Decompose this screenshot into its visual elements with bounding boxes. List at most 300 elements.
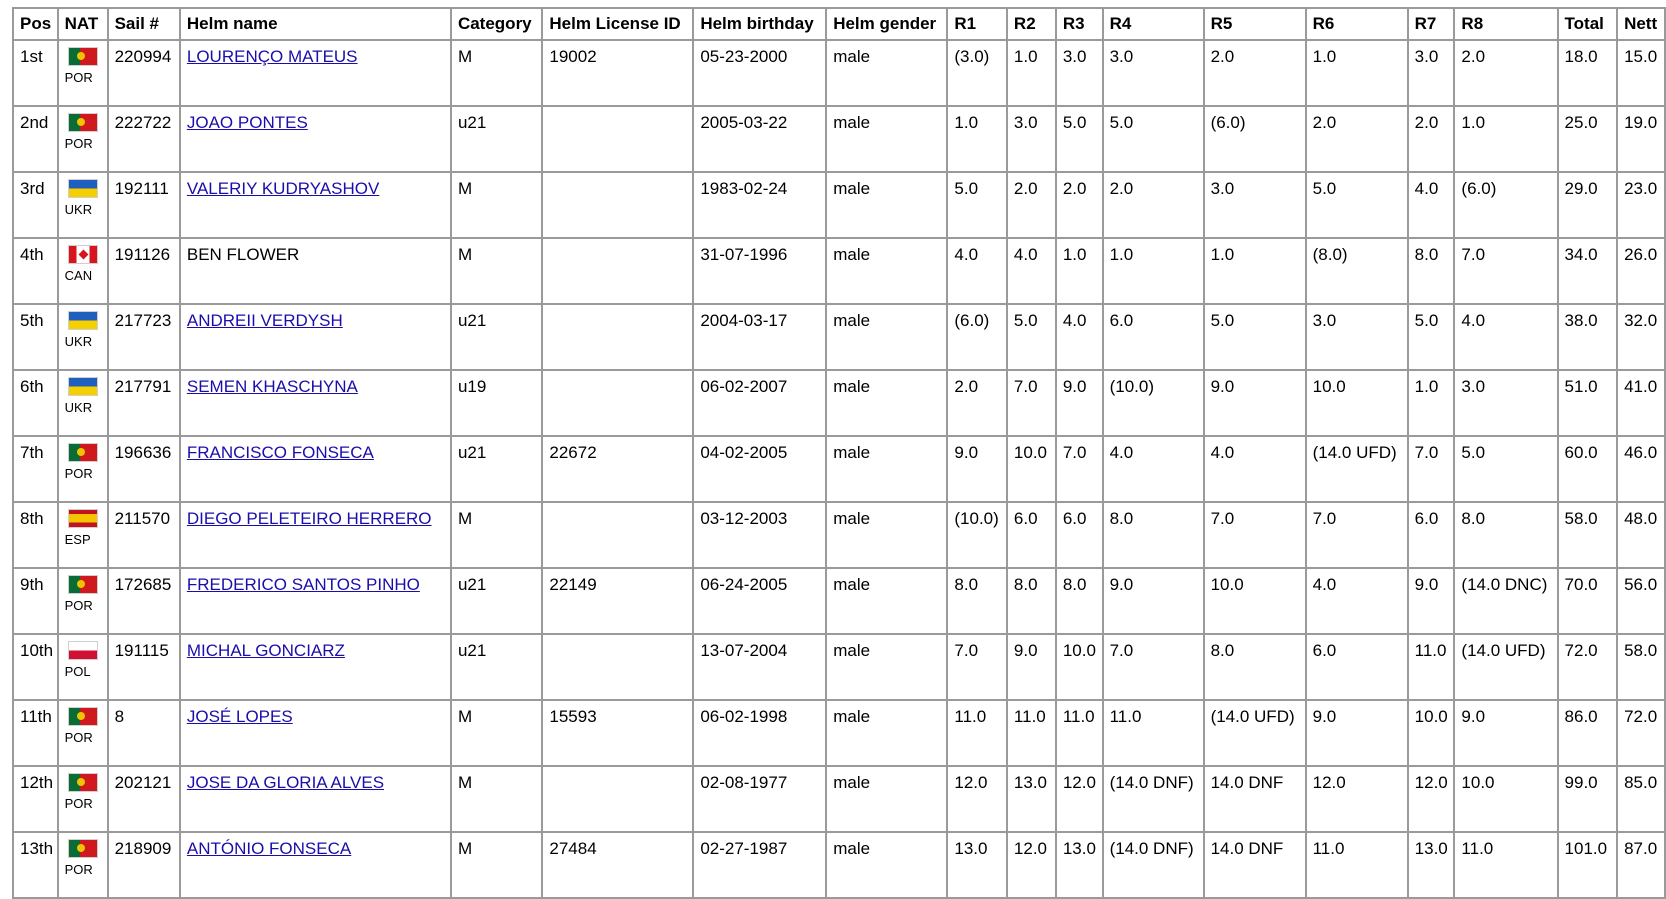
pos-cell: 5th bbox=[13, 304, 58, 370]
race-8-cell: 5.0 bbox=[1454, 436, 1557, 502]
sail-number-cell: 220994 bbox=[108, 40, 180, 106]
column-header: Total bbox=[1558, 8, 1618, 40]
race-2-cell: 11.0 bbox=[1007, 700, 1056, 766]
nett-cell: 46.0 bbox=[1617, 436, 1665, 502]
license-id-cell bbox=[542, 304, 693, 370]
column-header: Category bbox=[451, 8, 542, 40]
helm-name-cell bbox=[180, 766, 451, 832]
birthday-cell: 06-02-1998 bbox=[693, 700, 826, 766]
nat-cell bbox=[58, 568, 108, 634]
category-cell: M bbox=[451, 172, 542, 238]
race-5-cell: 8.0 bbox=[1204, 634, 1306, 700]
nat-cell bbox=[58, 172, 108, 238]
nat-cell bbox=[58, 106, 108, 172]
gender-cell: male bbox=[826, 832, 947, 898]
nett-cell: 72.0 bbox=[1617, 700, 1665, 766]
nett-cell: 41.0 bbox=[1617, 370, 1665, 436]
race-1-cell: 7.0 bbox=[947, 634, 1007, 700]
race-2-cell: 6.0 bbox=[1007, 502, 1056, 568]
birthday-cell: 05-23-2000 bbox=[693, 40, 826, 106]
race-8-cell: 4.0 bbox=[1454, 304, 1557, 370]
birthday-cell: 31-07-1996 bbox=[693, 238, 826, 304]
sail-number-cell: 8 bbox=[108, 700, 180, 766]
helm-name-cell bbox=[180, 370, 451, 436]
sail-number-cell: 202121 bbox=[108, 766, 180, 832]
flag-por-icon bbox=[68, 47, 98, 66]
race-3-cell: 1.0 bbox=[1056, 238, 1103, 304]
table-row bbox=[13, 238, 1665, 304]
license-id-cell: 22672 bbox=[542, 436, 693, 502]
birthday-cell: 1983-02-24 bbox=[693, 172, 826, 238]
race-8-cell: (14.0 UFD) bbox=[1454, 634, 1557, 700]
race-4-cell: 3.0 bbox=[1103, 40, 1204, 106]
race-5-cell: 14.0 DNF bbox=[1204, 766, 1306, 832]
category-cell: u19 bbox=[451, 370, 542, 436]
race-7-cell: 5.0 bbox=[1408, 304, 1455, 370]
results-table bbox=[12, 7, 1666, 899]
race-7-cell: 9.0 bbox=[1408, 568, 1455, 634]
total-cell: 34.0 bbox=[1558, 238, 1618, 304]
category-cell: M bbox=[451, 238, 542, 304]
category-cell: u21 bbox=[451, 568, 542, 634]
nett-cell: 87.0 bbox=[1617, 832, 1665, 898]
race-5-cell: 3.0 bbox=[1204, 172, 1306, 238]
gender-cell: male bbox=[826, 106, 947, 172]
birthday-cell: 06-24-2005 bbox=[693, 568, 826, 634]
race-8-cell: 10.0 bbox=[1454, 766, 1557, 832]
nat-cell bbox=[58, 304, 108, 370]
helm-name-cell bbox=[180, 502, 451, 568]
flag-por-icon bbox=[68, 575, 98, 594]
race-1-cell: 13.0 bbox=[947, 832, 1007, 898]
flag-por-icon bbox=[68, 707, 98, 726]
sail-number-cell: 211570 bbox=[108, 502, 180, 568]
category-cell: u21 bbox=[451, 634, 542, 700]
sail-number-cell: 196636 bbox=[108, 436, 180, 502]
gender-cell: male bbox=[826, 238, 947, 304]
column-header: R1 bbox=[947, 8, 1007, 40]
column-header: Helm birthday bbox=[693, 8, 826, 40]
helm-name-cell bbox=[180, 832, 451, 898]
race-4-cell: 1.0 bbox=[1103, 238, 1204, 304]
race-5-cell: (6.0) bbox=[1204, 106, 1306, 172]
gender-cell: male bbox=[826, 568, 947, 634]
license-id-cell: 27484 bbox=[542, 832, 693, 898]
license-id-cell bbox=[542, 106, 693, 172]
pos-cell: 1st bbox=[13, 40, 58, 106]
pos-cell: 4th bbox=[13, 238, 58, 304]
nat-cell bbox=[58, 238, 108, 304]
race-6-cell: 12.0 bbox=[1306, 766, 1408, 832]
birthday-cell: 2005-03-22 bbox=[693, 106, 826, 172]
nat-code: POR bbox=[64, 136, 93, 151]
race-6-cell: 6.0 bbox=[1306, 634, 1408, 700]
race-6-cell: 4.0 bbox=[1306, 568, 1408, 634]
license-id-cell: 22149 bbox=[542, 568, 693, 634]
nat-cell bbox=[58, 700, 108, 766]
total-cell: 25.0 bbox=[1558, 106, 1618, 172]
nett-cell: 23.0 bbox=[1617, 172, 1665, 238]
flag-esp-icon bbox=[68, 509, 98, 528]
helm-name-cell bbox=[180, 172, 451, 238]
race-2-cell: 7.0 bbox=[1007, 370, 1056, 436]
race-5-cell: 2.0 bbox=[1204, 40, 1306, 106]
race-7-cell: 7.0 bbox=[1408, 436, 1455, 502]
flag-por-icon bbox=[68, 113, 98, 132]
race-2-cell: 5.0 bbox=[1007, 304, 1056, 370]
gender-cell: male bbox=[826, 40, 947, 106]
pos-cell: 8th bbox=[13, 502, 58, 568]
header-row bbox=[13, 8, 1665, 40]
helm-name-cell: BEN FLOWER bbox=[180, 238, 451, 304]
column-header: R6 bbox=[1306, 8, 1408, 40]
total-cell: 101.0 bbox=[1558, 832, 1618, 898]
table-row bbox=[13, 568, 1665, 634]
race-2-cell: 13.0 bbox=[1007, 766, 1056, 832]
race-7-cell: 3.0 bbox=[1408, 40, 1455, 106]
flag-por-icon bbox=[68, 839, 98, 858]
nat-cell bbox=[58, 766, 108, 832]
category-cell: M bbox=[451, 766, 542, 832]
flag-ukr-icon bbox=[68, 311, 98, 330]
race-4-cell: (14.0 DNF) bbox=[1103, 832, 1204, 898]
race-3-cell: 6.0 bbox=[1056, 502, 1103, 568]
total-cell: 29.0 bbox=[1558, 172, 1618, 238]
race-8-cell: 7.0 bbox=[1454, 238, 1557, 304]
gender-cell: male bbox=[826, 502, 947, 568]
nett-cell: 32.0 bbox=[1617, 304, 1665, 370]
category-cell: u21 bbox=[451, 436, 542, 502]
nat-code: UKR bbox=[64, 400, 93, 415]
nat-code: UKR bbox=[64, 202, 93, 217]
flag-ukr-icon bbox=[68, 179, 98, 198]
total-cell: 58.0 bbox=[1558, 502, 1618, 568]
license-id-cell: 19002 bbox=[542, 40, 693, 106]
gender-cell: male bbox=[826, 634, 947, 700]
birthday-cell: 02-27-1987 bbox=[693, 832, 826, 898]
race-1-cell: 11.0 bbox=[947, 700, 1007, 766]
table-row bbox=[13, 40, 1665, 106]
race-7-cell: 8.0 bbox=[1408, 238, 1455, 304]
race-3-cell: 9.0 bbox=[1056, 370, 1103, 436]
helm-name-link[interactable]: JOSÉ LOPES bbox=[186, 707, 293, 726]
column-header: R5 bbox=[1204, 8, 1306, 40]
race-6-cell: (8.0) bbox=[1306, 238, 1408, 304]
race-8-cell: 1.0 bbox=[1454, 106, 1557, 172]
race-5-cell: (14.0 UFD) bbox=[1204, 700, 1306, 766]
race-3-cell: 4.0 bbox=[1056, 304, 1103, 370]
helm-name-cell bbox=[180, 634, 451, 700]
table-row bbox=[13, 832, 1665, 898]
nat-cell bbox=[58, 370, 108, 436]
helm-name-link[interactable]: MICHAL GONCIARZ bbox=[186, 641, 345, 660]
pos-cell: 3rd bbox=[13, 172, 58, 238]
race-6-cell: 11.0 bbox=[1306, 832, 1408, 898]
pos-cell: 7th bbox=[13, 436, 58, 502]
nat-code: UKR bbox=[64, 334, 93, 349]
nett-cell: 48.0 bbox=[1617, 502, 1665, 568]
column-header: R8 bbox=[1454, 8, 1557, 40]
flag-por-icon bbox=[68, 443, 98, 462]
flag-ukr-icon bbox=[68, 377, 98, 396]
column-header: Helm gender bbox=[826, 8, 947, 40]
total-cell: 86.0 bbox=[1558, 700, 1618, 766]
race-4-cell: 2.0 bbox=[1103, 172, 1204, 238]
race-4-cell: 5.0 bbox=[1103, 106, 1204, 172]
helm-name-link[interactable]: FRANCISCO FONSECA bbox=[186, 443, 374, 462]
race-4-cell: 11.0 bbox=[1103, 700, 1204, 766]
table-row bbox=[13, 700, 1665, 766]
nett-cell: 85.0 bbox=[1617, 766, 1665, 832]
helm-name-link[interactable]: ANDREII VERDYSH bbox=[186, 311, 343, 330]
race-8-cell: 2.0 bbox=[1454, 40, 1557, 106]
race-1-cell: 2.0 bbox=[947, 370, 1007, 436]
helm-name-link[interactable]: ANTÓNIO FONSECA bbox=[186, 839, 352, 858]
race-3-cell: 13.0 bbox=[1056, 832, 1103, 898]
license-id-cell bbox=[542, 634, 693, 700]
table-row bbox=[13, 436, 1665, 502]
race-8-cell: 11.0 bbox=[1454, 832, 1557, 898]
race-2-cell: 10.0 bbox=[1007, 436, 1056, 502]
race-3-cell: 8.0 bbox=[1056, 568, 1103, 634]
race-8-cell: 9.0 bbox=[1454, 700, 1557, 766]
category-cell: M bbox=[451, 502, 542, 568]
total-cell: 51.0 bbox=[1558, 370, 1618, 436]
helm-name-cell bbox=[180, 700, 451, 766]
column-header: Nett bbox=[1617, 8, 1665, 40]
license-id-cell bbox=[542, 502, 693, 568]
birthday-cell: 04-02-2005 bbox=[693, 436, 826, 502]
sail-number-cell: 218909 bbox=[108, 832, 180, 898]
category-cell: M bbox=[451, 832, 542, 898]
sail-number-cell: 191115 bbox=[108, 634, 180, 700]
nett-cell: 15.0 bbox=[1617, 40, 1665, 106]
category-cell: M bbox=[451, 700, 542, 766]
race-7-cell: 2.0 bbox=[1408, 106, 1455, 172]
nat-code: POR bbox=[64, 598, 93, 613]
table-row bbox=[13, 370, 1665, 436]
nat-code: POR bbox=[64, 862, 93, 877]
race-4-cell: 9.0 bbox=[1103, 568, 1204, 634]
helm-name-link[interactable]: SEMEN KHASCHYNA bbox=[186, 377, 358, 396]
gender-cell: male bbox=[826, 172, 947, 238]
race-4-cell: 7.0 bbox=[1103, 634, 1204, 700]
total-cell: 72.0 bbox=[1558, 634, 1618, 700]
helm-name-cell bbox=[180, 304, 451, 370]
nat-cell bbox=[58, 832, 108, 898]
birthday-cell: 2004-03-17 bbox=[693, 304, 826, 370]
race-6-cell: 2.0 bbox=[1306, 106, 1408, 172]
flag-por-icon bbox=[68, 773, 98, 792]
gender-cell: male bbox=[826, 304, 947, 370]
category-cell: M bbox=[451, 40, 542, 106]
race-6-cell: 10.0 bbox=[1306, 370, 1408, 436]
race-5-cell: 14.0 DNF bbox=[1204, 832, 1306, 898]
race-2-cell: 1.0 bbox=[1007, 40, 1056, 106]
race-5-cell: 4.0 bbox=[1204, 436, 1306, 502]
column-header: R7 bbox=[1408, 8, 1455, 40]
nett-cell: 26.0 bbox=[1617, 238, 1665, 304]
race-2-cell: 3.0 bbox=[1007, 106, 1056, 172]
license-id-cell bbox=[542, 766, 693, 832]
category-cell: u21 bbox=[451, 304, 542, 370]
helm-name-link[interactable]: DIEGO PELETEIRO HERRERO bbox=[186, 509, 432, 528]
column-header: Helm License ID bbox=[542, 8, 693, 40]
race-4-cell: 8.0 bbox=[1103, 502, 1204, 568]
pos-cell: 2nd bbox=[13, 106, 58, 172]
total-cell: 60.0 bbox=[1558, 436, 1618, 502]
race-8-cell: 3.0 bbox=[1454, 370, 1557, 436]
race-1-cell: 12.0 bbox=[947, 766, 1007, 832]
helm-name-link[interactable]: JOAO PONTES bbox=[186, 113, 308, 132]
race-5-cell: 7.0 bbox=[1204, 502, 1306, 568]
sail-number-cell: 217723 bbox=[108, 304, 180, 370]
nat-cell bbox=[58, 436, 108, 502]
sail-number-cell: 192111 bbox=[108, 172, 180, 238]
birthday-cell: 02-08-1977 bbox=[693, 766, 826, 832]
gender-cell: male bbox=[826, 370, 947, 436]
race-1-cell: 5.0 bbox=[947, 172, 1007, 238]
race-3-cell: 7.0 bbox=[1056, 436, 1103, 502]
race-1-cell: 8.0 bbox=[947, 568, 1007, 634]
race-4-cell: (10.0) bbox=[1103, 370, 1204, 436]
race-5-cell: 9.0 bbox=[1204, 370, 1306, 436]
column-header: Pos bbox=[13, 8, 58, 40]
table-row bbox=[13, 106, 1665, 172]
pos-cell: 9th bbox=[13, 568, 58, 634]
birthday-cell: 13-07-2004 bbox=[693, 634, 826, 700]
nat-code: POR bbox=[64, 730, 93, 745]
birthday-cell: 03-12-2003 bbox=[693, 502, 826, 568]
race-8-cell: (6.0) bbox=[1454, 172, 1557, 238]
race-7-cell: 11.0 bbox=[1408, 634, 1455, 700]
helm-name-cell bbox=[180, 436, 451, 502]
race-7-cell: 1.0 bbox=[1408, 370, 1455, 436]
nett-cell: 58.0 bbox=[1617, 634, 1665, 700]
race-2-cell: 4.0 bbox=[1007, 238, 1056, 304]
total-cell: 99.0 bbox=[1558, 766, 1618, 832]
helm-name-cell bbox=[180, 568, 451, 634]
table-row bbox=[13, 766, 1665, 832]
pos-cell: 6th bbox=[13, 370, 58, 436]
race-7-cell: 13.0 bbox=[1408, 832, 1455, 898]
helm-name-cell bbox=[180, 40, 451, 106]
flag-pol-icon bbox=[68, 641, 98, 660]
pos-cell: 10th bbox=[13, 634, 58, 700]
race-3-cell: 12.0 bbox=[1056, 766, 1103, 832]
helm-name-cell bbox=[180, 106, 451, 172]
license-id-cell bbox=[542, 172, 693, 238]
race-1-cell: (3.0) bbox=[947, 40, 1007, 106]
table-row bbox=[13, 304, 1665, 370]
nett-cell: 19.0 bbox=[1617, 106, 1665, 172]
pos-cell: 13th bbox=[13, 832, 58, 898]
race-7-cell: 6.0 bbox=[1408, 502, 1455, 568]
pos-cell: 12th bbox=[13, 766, 58, 832]
total-cell: 18.0 bbox=[1558, 40, 1618, 106]
race-2-cell: 2.0 bbox=[1007, 172, 1056, 238]
nat-code: CAN bbox=[64, 268, 93, 283]
nat-cell bbox=[58, 40, 108, 106]
race-5-cell: 10.0 bbox=[1204, 568, 1306, 634]
nat-cell bbox=[58, 634, 108, 700]
race-4-cell: (14.0 DNF) bbox=[1103, 766, 1204, 832]
nat-code: POL bbox=[64, 664, 91, 679]
race-7-cell: 4.0 bbox=[1408, 172, 1455, 238]
column-header: R3 bbox=[1056, 8, 1103, 40]
race-1-cell: 9.0 bbox=[947, 436, 1007, 502]
helm-name-link[interactable]: LOURENÇO MATEUS bbox=[186, 47, 358, 66]
race-1-cell: 4.0 bbox=[947, 238, 1007, 304]
birthday-cell: 06-02-2007 bbox=[693, 370, 826, 436]
license-id-cell bbox=[542, 370, 693, 436]
flag-can-icon bbox=[68, 245, 98, 264]
pos-cell: 11th bbox=[13, 700, 58, 766]
sail-number-cell: 217791 bbox=[108, 370, 180, 436]
race-6-cell: 1.0 bbox=[1306, 40, 1408, 106]
column-header: Helm name bbox=[180, 8, 451, 40]
license-id-cell: 15593 bbox=[542, 700, 693, 766]
nat-code: POR bbox=[64, 796, 93, 811]
helm-name-link[interactable]: VALERIY KUDRYASHOV bbox=[186, 179, 380, 198]
column-header: R2 bbox=[1007, 8, 1056, 40]
table-row bbox=[13, 634, 1665, 700]
nett-cell: 56.0 bbox=[1617, 568, 1665, 634]
race-6-cell: 7.0 bbox=[1306, 502, 1408, 568]
sail-number-cell: 222722 bbox=[108, 106, 180, 172]
license-id-cell bbox=[542, 238, 693, 304]
race-1-cell: 1.0 bbox=[947, 106, 1007, 172]
gender-cell: male bbox=[826, 700, 947, 766]
column-header: Sail # bbox=[108, 8, 180, 40]
total-cell: 38.0 bbox=[1558, 304, 1618, 370]
race-2-cell: 12.0 bbox=[1007, 832, 1056, 898]
race-4-cell: 4.0 bbox=[1103, 436, 1204, 502]
nat-code: POR bbox=[64, 70, 93, 85]
race-1-cell: (10.0) bbox=[947, 502, 1007, 568]
total-cell: 70.0 bbox=[1558, 568, 1618, 634]
race-5-cell: 5.0 bbox=[1204, 304, 1306, 370]
race-3-cell: 5.0 bbox=[1056, 106, 1103, 172]
race-3-cell: 10.0 bbox=[1056, 634, 1103, 700]
race-6-cell: 3.0 bbox=[1306, 304, 1408, 370]
race-8-cell: (14.0 DNC) bbox=[1454, 568, 1557, 634]
nat-code: POR bbox=[64, 466, 93, 481]
category-cell: u21 bbox=[451, 106, 542, 172]
race-4-cell: 6.0 bbox=[1103, 304, 1204, 370]
race-7-cell: 12.0 bbox=[1408, 766, 1455, 832]
gender-cell: male bbox=[826, 436, 947, 502]
race-1-cell: (6.0) bbox=[947, 304, 1007, 370]
race-5-cell: 1.0 bbox=[1204, 238, 1306, 304]
table-row bbox=[13, 172, 1665, 238]
gender-cell: male bbox=[826, 766, 947, 832]
helm-name-link[interactable]: FREDERICO SANTOS PINHO bbox=[186, 575, 420, 594]
race-6-cell: 9.0 bbox=[1306, 700, 1408, 766]
column-header: R4 bbox=[1103, 8, 1204, 40]
nat-code: ESP bbox=[64, 532, 91, 547]
race-6-cell: (14.0 UFD) bbox=[1306, 436, 1408, 502]
race-8-cell: 8.0 bbox=[1454, 502, 1557, 568]
nat-cell bbox=[58, 502, 108, 568]
race-2-cell: 9.0 bbox=[1007, 634, 1056, 700]
race-3-cell: 11.0 bbox=[1056, 700, 1103, 766]
race-2-cell: 8.0 bbox=[1007, 568, 1056, 634]
column-header: NAT bbox=[58, 8, 108, 40]
sail-number-cell: 191126 bbox=[108, 238, 180, 304]
race-3-cell: 2.0 bbox=[1056, 172, 1103, 238]
helm-name-link[interactable]: JOSE DA GLORIA ALVES bbox=[186, 773, 385, 792]
